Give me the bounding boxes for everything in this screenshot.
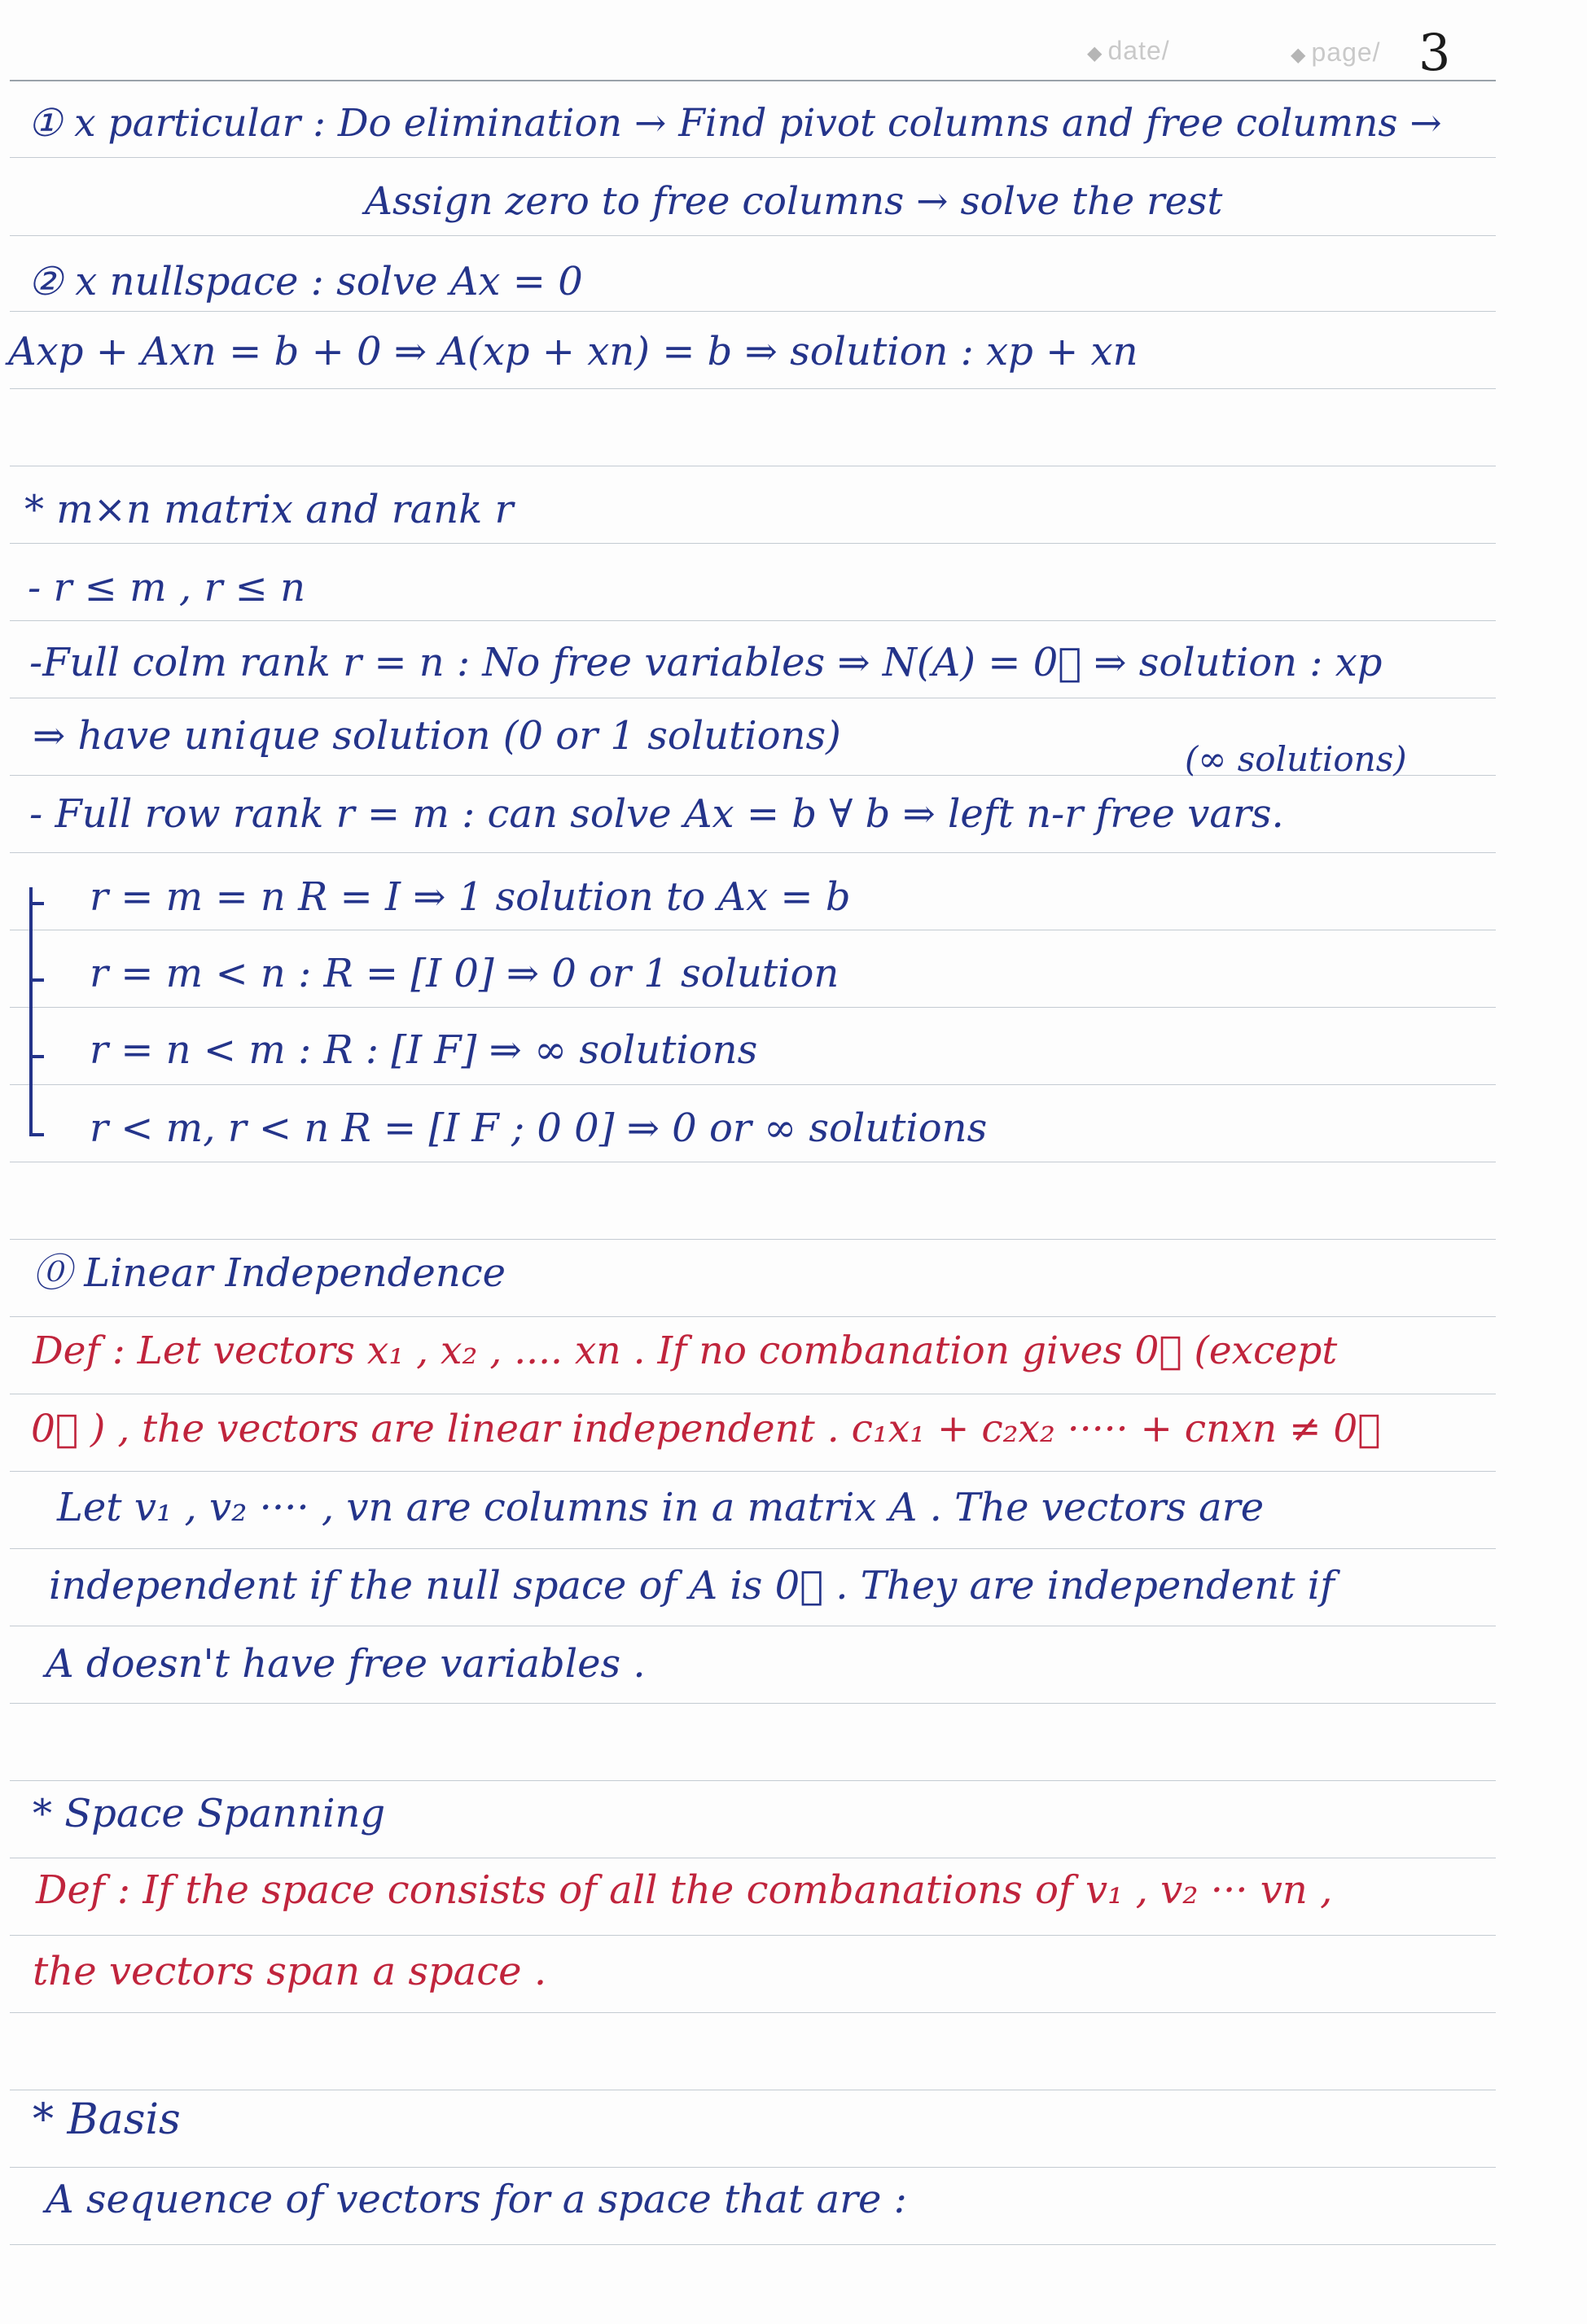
note-line-x-particular-cont: Assign zero to free columns → solve the rest: [365, 179, 1223, 224]
date-field: [1087, 36, 1170, 66]
note-line-infinite-solutions: (∞ solutions): [1185, 739, 1407, 779]
bracket-tick: [29, 902, 44, 905]
ruled-line: [10, 1239, 1496, 1240]
case-line-not-full-rank: r < m, r < n R = [I F ; 0 0] ⇒ 0 or ∞ solutions: [90, 1105, 988, 1151]
ruled-line: [10, 1007, 1496, 1008]
section-heading-basis: * Basis: [33, 2095, 181, 2144]
ruled-line: [10, 543, 1496, 544]
note-line-full-row-rank: - Full row rank r = m : can solve Ax = b ∀ b ⇒ left n-r free vars.: [29, 791, 1284, 837]
ruled-line: [10, 388, 1496, 389]
ruled-line: [10, 2012, 1496, 2013]
definition-line-independence-2: 0⃗ ) , the vectors are linear independent . c₁x₁ + c₂x₂ ····· + cnxn ≠ 0⃗: [31, 1407, 1381, 1451]
note-line-basis-definition: A sequence of vectors for a space that are :: [46, 2177, 907, 2222]
cases-bracket: [29, 887, 46, 1135]
note-line-unique-solution: ⇒ have unique solution (0 or 1 solutions): [33, 713, 841, 759]
ruled-line: [10, 852, 1496, 853]
bracket-tick: [29, 1133, 44, 1136]
page-number: 3: [1418, 23, 1451, 82]
section-heading-rank: * m×n matrix and rank r: [24, 487, 514, 532]
section-heading-space-spanning: * Space Spanning: [33, 1791, 386, 1836]
note-line-x-particular: ① x particular : Do elimination → Find pivot columns and free columns →: [28, 101, 1442, 146]
ruled-line: [10, 311, 1496, 312]
note-line-columns-independence-1: Let v₁ , v₂ ···· , vn are columns in a matrix A . The vectors are: [57, 1485, 1265, 1530]
ruled-line: [10, 1471, 1496, 1472]
case-line-square-full-rank: r = m = n R = I ⇒ 1 solution to Ax = b: [90, 874, 851, 920]
diamond-bullet-icon: ◆: [1087, 42, 1103, 64]
ruled-line: [10, 2244, 1496, 2245]
ruled-line: [10, 1548, 1496, 1549]
ruled-line: [10, 1703, 1496, 1704]
note-line-full-column-rank: -Full colm rank r = n : No free variables ⇒ N(A) = 0⃗ ⇒ solution : xp: [29, 640, 1383, 685]
ruled-line: [10, 1316, 1496, 1317]
definition-line-spanning-1: Def : If the space consists of all the combanations of v₁ , v₂ ··· vn ,: [36, 1867, 1333, 1913]
definition-line-spanning-2: the vectors span a space .: [33, 1949, 547, 1994]
note-line-x-nullspace: ② x nullspace : solve Ax = 0: [28, 259, 583, 304]
note-line-columns-independence-3: A doesn't have free variables .: [46, 1641, 646, 1687]
case-line-full-row-rank: r = m < n : R = [I 0] ⇒ 0 or 1 solution: [90, 951, 840, 996]
page-field: [1291, 37, 1381, 68]
note-line-columns-independence-2: independent if the null space of A is 0⃗ . They are independent if: [49, 1563, 1335, 1608]
ruled-line: [10, 620, 1496, 621]
note-line-rank-bounds: - r ≤ m , r ≤ n: [28, 565, 306, 611]
note-line-complete-solution: Axp + Axn = b + 0 ⇒ A(xp + xn) = b ⇒ solution : xp + xn: [8, 329, 1138, 374]
ruled-line: [10, 2167, 1496, 2168]
header-rule: [10, 80, 1496, 81]
bracket-tick: [29, 978, 44, 982]
diamond-bullet-icon: ◆: [1291, 44, 1307, 66]
ruled-line: [10, 1935, 1496, 1936]
ruled-line: [10, 235, 1496, 236]
case-line-full-column-rank: r = n < m : R : [I F] ⇒ ∞ solutions: [90, 1027, 758, 1073]
definition-line-independence-1: Def : Let vectors x₁ , x₂ , .... xn . If no combanation gives 0⃗ (except: [33, 1328, 1338, 1373]
page-label: page/: [1311, 37, 1381, 67]
bracket-tick: [29, 1055, 44, 1058]
date-label: date/: [1107, 36, 1170, 65]
ruled-line: [10, 1084, 1496, 1085]
section-heading-linear-independence: ⓪ Linear Independence: [33, 1250, 506, 1296]
ruled-line: [10, 1780, 1496, 1781]
ruled-line: [10, 157, 1496, 158]
